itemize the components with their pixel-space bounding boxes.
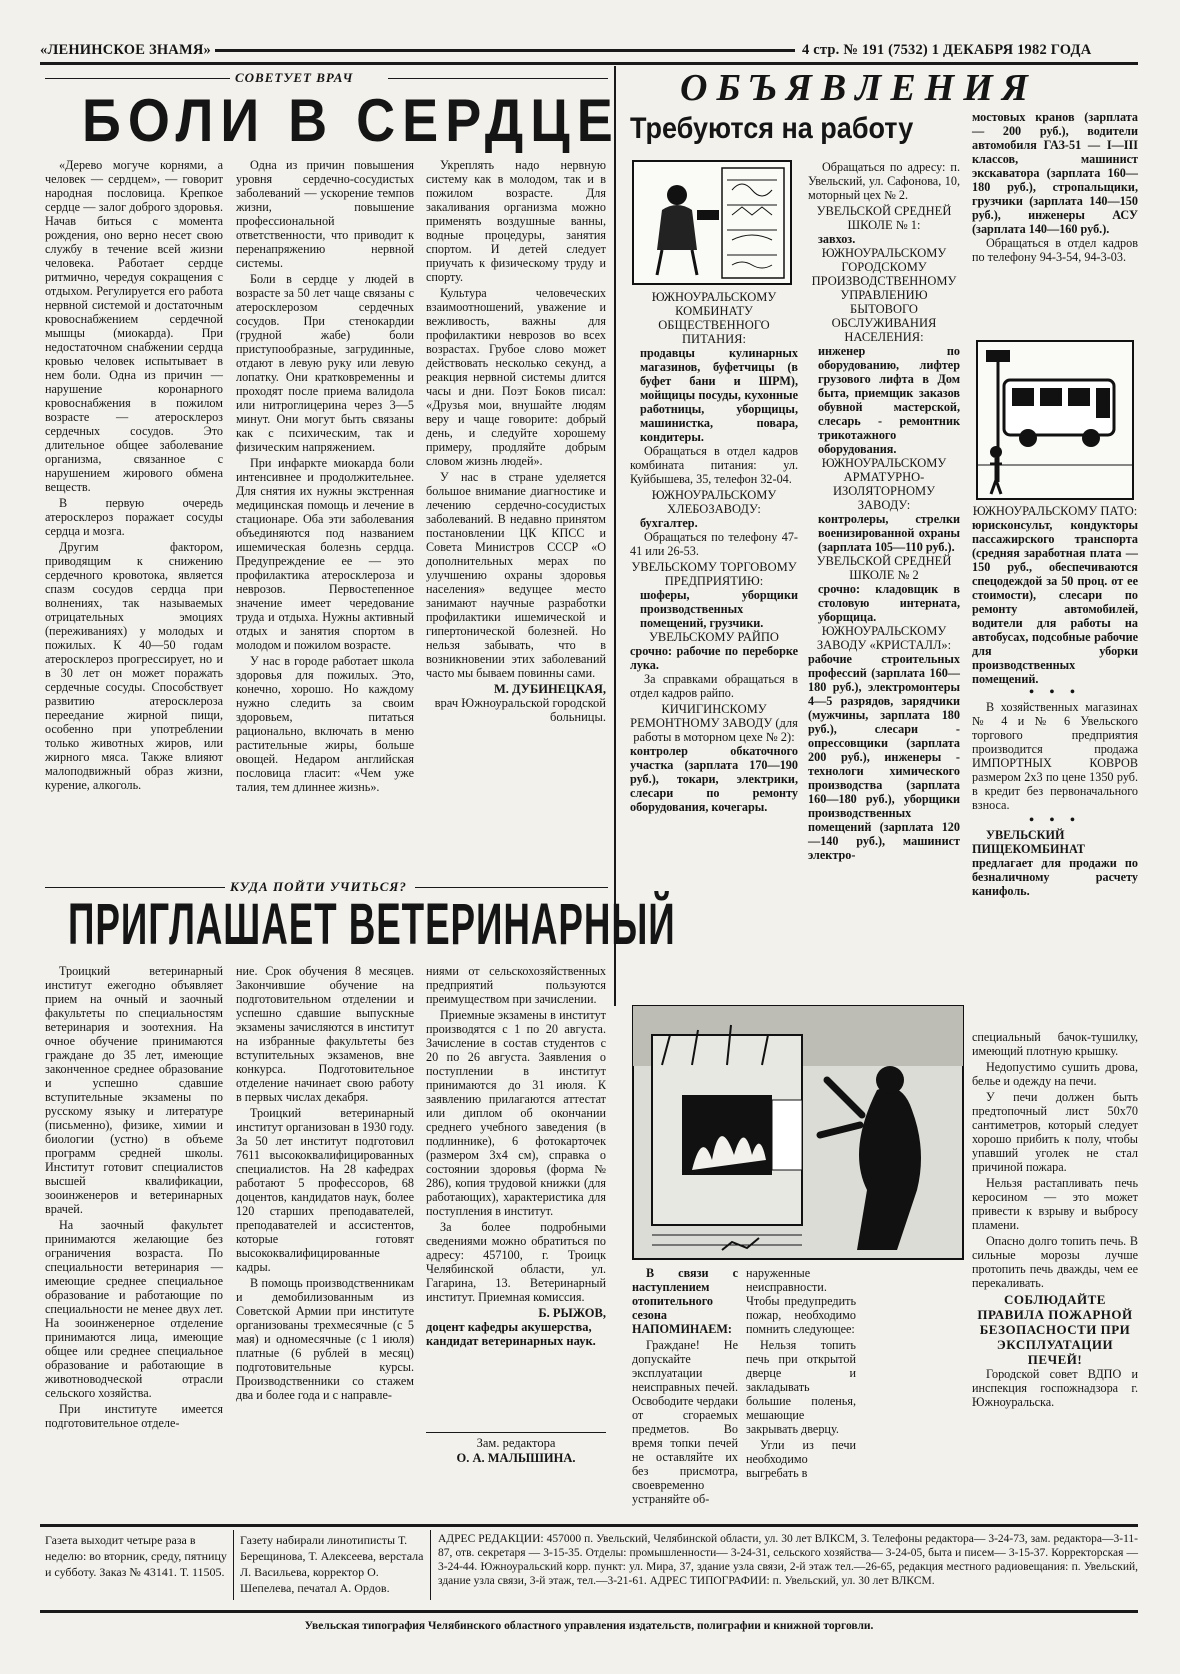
paragraph: наруженные неисправности. Чтобы предупредить пожар, необходимо помнить следующее: — [746, 1266, 856, 1336]
footer-schedule: Газета выходит четыре раза в неделю: во вторник, среду, пятницу и субботу. Заказ № 43141. Т. 11505. — [45, 1533, 227, 1579]
separator-dots: • • • — [1029, 813, 1081, 828]
separator-dots: • • • — [1029, 685, 1081, 700]
ad-body: срочно: кладовщик в столовую интерната, уборщица. — [818, 582, 960, 624]
ads-column-2 — [808, 160, 960, 862]
ad-body: завхоз. — [818, 232, 856, 246]
paragraph: Укреплять надо нервную систему как в молодом, так и в пожилом возрасте. Для закаливания организма можно применять воздушные ванны, водные процедуры, занятия спортом. И детей следует приучать к физическому труду и спорту. — [426, 158, 606, 284]
ad-body: инженер по оборудованию, лифтер грузового лифта в Дом быта, приемщик заказов обувной мастерской, слесарь - ремонтник трикотажного оборудования. — [818, 344, 960, 456]
ad-body: продавцы кулинарных магазинов, буфетчицы (в буфет бани и ШРМ), мойщицы посуды, кухонные работницы, уборщицы, машинистка, повара, кондитеры. — [640, 346, 798, 444]
paragraph: При институте имеется подготовительное отделе- — [45, 1402, 223, 1430]
ad-heading: ЮЖНОУРАЛЬСКОМУ ГОРОДСКОМУ ПРОИЗВОДСТВЕННОМУ УПРАВЛЕНИЮ БЫТОВОГО ОБСЛУЖИВАНИЯ НАСЕЛЕНИЯ: — [811, 246, 957, 344]
fire-column-1 — [632, 1266, 738, 1508]
editor-label: Зам. редактора — [476, 1436, 556, 1450]
masthead-paper: «ЛЕНИНСКОЕ ЗНАМЯ» — [40, 42, 211, 58]
footer-address: АДРЕС РЕДАКЦИИ: 457000 п. Увельский, Челябинской области, ул. 30 лет ВЛКСМ, 3. Телефоны редактора— 3-24-73, зам. редактора—3-11-87, отв. секретаря — 3-15-35. Отделы: промышленности— 3-24-31, сельского хозяйства— 3-24-05, быта и писем— 3-15-37. Корректорская — 3-24-44. Южноуральский корр. пункт: ул. Мира, 37, здание узла связи, 2-й этаж тел.—26-65, редакция местного радиовещания: п. Увельский, здание узла связи, 3-й этаж, тел.—3-21-61. АДРЕС ТИПОГРАФИИ: п. Увельский, ул. 30 лет ВЛКСМ. — [438, 1533, 1138, 1587]
ads-title: ОБЪЯВЛЕНИЯ — [680, 67, 1037, 109]
ad-body: В хозяйственных магазинах № 4 и № 6 Увельского торгового предприятия производится продажа ИМПОРТНЫХ КОВРОВ размером 2x3 по цене 1350 руб. в кредит без первоначального взноса. — [972, 700, 1138, 812]
paragraph: Недопустимо сушить дрова, белье и одежду на печи. — [972, 1060, 1138, 1088]
kicker-rule — [45, 78, 230, 79]
paragraph: Боли в сердце у людей в возрасте за 50 лет чаще связаны с атеросклерозом сердечных сосудов. При стенокардии (грудной жабе) боли приступообразные, загрудинные, отдают в левую руку или левую лопатку. Они кратковременны и проходят после приема валидола или нитроглицерина через 3—5 минут. Они могут быть связаны как с психическим, так и физическим напряжением. — [236, 272, 414, 454]
ad-heading: УВЕЛЬСКОЙ СРЕДНЕЙ ШКОЛЕ № 2 — [816, 554, 952, 582]
masthead-rule — [215, 49, 795, 52]
ad-contact: Обращаться в отдел кадров комбината питания: ул. Куйбышева, 35, телефон 32-04. — [630, 444, 798, 486]
kicker-rule — [45, 887, 225, 888]
paragraph: Культура человеческих взаимоотношений, уважение и вежливость, важны для профилактики неврозов во всех возрастах. Грубое слово может действовать несколько секунд, а реакция нервной системы длится часы и дни. Поэт Боков писал: «Друзья мои, внушайте людям веру и чаще говорите: добрый день, и следуйте хорошему примеру, продляйте добрым словом жизнь людей». — [426, 286, 606, 468]
fire-column-2 — [746, 1266, 856, 1482]
footer-rule — [40, 1610, 1138, 1613]
article1-column-3 — [426, 158, 606, 724]
editor-rule — [426, 1432, 606, 1433]
article2-column-3 — [426, 964, 606, 1348]
ad-heading: УВЕЛЬСКОМУ РАЙПО — [649, 630, 779, 644]
paragraph: У нас в городе работает школа здоровья для пожилых. Это, конечно, хорошо. Но каждому нужно следить за своим здоровьем, питаться рационально, включать в меню растительные жиры, больше овощей. Недаром английская пословица гласит: «Чем уже талия, тем длиннее жизнь». — [236, 654, 414, 794]
ads-column-3 — [972, 110, 1138, 266]
signature: Б. РЫЖОВ, — [538, 1306, 606, 1320]
ad-body: рабочие строительных профессий (зарплата 160—180 руб.), электромонтеры 4—5 разрядов, зарядчики (мужчины, зарплата 180 руб.), слесари - опрессовщики (зарплата 200 руб.), инженеры - технологи химического производства (зарплата 160—180 руб.), уборщики производственных помещений (зарплата 120—140 руб.), машинист электро- — [808, 652, 960, 862]
paragraph: Граждане! Не допускайте эксплуатации неисправных печей. Освободите чердаки от сгораемых предметов. Во время топки печей не оставляйте их без присмотра, своевременно устраняйте об- — [632, 1338, 738, 1506]
ad-heading: УВЕЛЬСКОМУ ТОРГОВОМУ ПРЕДПРИЯТИЮ: — [631, 560, 797, 588]
ad-body: контролеры, стрелки военизированной охраны (зарплата 105—110 руб.). — [818, 512, 960, 554]
ads-column-3b — [972, 504, 1138, 900]
ad-heading: ЮЖНОУРАЛЬСКОМУ ПАТО: — [972, 504, 1138, 518]
ad-heading: ЮЖНОУРАЛЬСКОМУ ХЛЕБОЗАВОДУ: — [651, 488, 777, 516]
ad-body: юрисконсульт, кондукторы пассажирского транспорта (средняя заработная плата — 150 руб., обеспечиваются спецодеждой за 50 проц. от ее стоимости), слесари по ремонту автомобилей, водители для работы на автобусах, подсобные рабочие для уборки производственных помещений. — [972, 518, 1138, 686]
footer-staff: Газету набирали линотиписты Т. Берещинова, Т. Алексеева, верстала Л. Васильева, корректор О. Шепелева, печатал А. Ордов. — [240, 1533, 424, 1595]
ad-heading: УВЕЛЬСКОЙ СРЕДНЕЙ ШКОЛЕ № 1: — [816, 204, 952, 232]
signature-role: врач Южноуральской городской больницы. — [434, 696, 606, 724]
article1-title: БОЛИ В СЕРДЦЕ — [82, 87, 620, 155]
cafe-illustration — [632, 160, 792, 285]
footer-divider — [430, 1530, 431, 1600]
paragraph: Троицкий ветеринарный институт ежегодно объявляет прием на очный и заочный факультеты по специальностям ветеринария и зоотехния. На очное обучение принимаются граждане до 35 лет, имеющие законченное среднее образование и успешно сдавшие вступительные экзамены по русскому языку и литературе (письменно), физике, химии и биологии (устно) в объеме программ средней школы. Институт готовит специалистов высшей квалификации, зооинженеров и ветеринарных врачей. — [45, 964, 223, 1216]
editor-name: О. А. МАЛЫШИНА. — [456, 1451, 576, 1465]
ad-contact: Обращаться по адресу: п. Увельский, ул. Сафонова, 10, моторный цех № 2. — [808, 160, 960, 202]
paragraph: Приемные экзамены в институт производятся с 1 по 20 августа. Зачисление в состав студентов с 20 по 26 августа. Заявления о поступлении в институт принимаются до 31 июля. К заявлению прилагаются аттестат или диплом об окончании среднего учебного заведения (в подлиннике), 6 фотокарточек (размером 3x4 см), справка о состоянии здоровья (форма № 286), копия трудовой книжки (для работающих), характеристика для поступления в институт. — [426, 1008, 606, 1218]
article2-kicker: КУДА ПОЙТИ УЧИТЬСЯ? — [230, 879, 407, 894]
ad-contact: За справками обращаться в отдел кадров райпо. — [630, 672, 798, 700]
ad-contact: Обращаться в отдел кадров по телефону 94-3-54, 94-3-03. — [972, 236, 1138, 264]
ad-contact: Обращаться по телефону 47-41 или 26-53. — [630, 530, 798, 558]
article2-column-1 — [45, 964, 223, 1432]
paragraph: Другим фактором, приводящим к снижению сердечного кровотока, является спазм сосудов сердца при волнениях, так называемых отрицательных эмоциях (переживаниях) у молодых и пожилых. К 40—50 годам атеросклероз прогрессирует, но и в 30 лет он может поражать сердечные сосуды. Способствует развитию атеросклероза переедание жирной пищи, особенно при употреблении только животных жиров, или жирного мяса. Также влияют малоподвижный образ жизни, курение, алкоголь. — [45, 540, 223, 792]
top-rule — [40, 62, 1138, 65]
ad-heading: ЮЖНОУРАЛЬСКОМУ ЗАВОДУ «КРИСТАЛЛ»: — [816, 624, 952, 652]
paragraph: ниями от сельскохозяйственных предприятий пользуются преимуществом при зачислении. — [426, 964, 606, 1006]
ad-body: срочно: рабочие по переборке лука. — [630, 644, 798, 672]
ad-body: мостовых кранов (зарплата — 200 руб.), водители автомобиля ГАЗ-51 — I—III классов, машинист экскаватора (зарплата 160—180 руб.), стропальщики, грузчики (зарплата 140—150 руб.), инженеры АСУ (зарплата 140—160 руб.). — [972, 110, 1138, 236]
paragraph: специальный бачок-тушилку, имеющий плотную крышку. — [972, 1030, 1138, 1058]
article1-column-1 — [45, 158, 223, 794]
paragraph: В помощь производственникам и демобилизованным из Советской Армии при институте организованы трехмесячные (с 5 мая) и одномесячные (с 1 июля) платные (6 рублей в месяц) подготовительные курсы. Производственники со стажем два и более года и с направле- — [236, 1276, 414, 1402]
printer-line: Увельская типография Челябинского областного управления издательств, полиграфии и книжной торговли. — [304, 1620, 874, 1632]
masthead-issue: 4 стр. № 191 (7532) 1 ДЕКАБРЯ 1982 ГОДА — [802, 42, 1092, 58]
ad-body: УВЕЛЬСКИЙ ПИЩЕКОМБИНАТ предлагает для продажи по безналичному расчету канифоль. — [972, 828, 1138, 898]
article1-column-2 — [236, 158, 414, 796]
paragraph: При инфаркте миокарда боли интенсивнее и продолжительнее. Для снятия их нужны экстренная медицинская помощь и лечение в стационаре. Оба эти заболевания объединяются под названием ишемическая болезнь сердца. Предупреждение ее — это профилактика атеросклероза и неврозов. Первостепенное значение имеет чередование труда и отдыха. Нужны активный отдых и занятия спортом в молодом и пожилом возрасте. — [236, 456, 414, 652]
ads-subtitle: Требуются на работу — [630, 112, 914, 145]
bus-illustration — [976, 340, 1134, 500]
paragraph: Нельзя топить печь при открытой дверце и закладывать большие поленья, мешающие закрывать дверцу. — [746, 1338, 856, 1436]
kicker-rule — [388, 78, 608, 79]
column-divider — [614, 66, 616, 1006]
paragraph: Опасно долго топить печь. В сильные морозы лучше протопить печь дважды, чем ее перекаливать. — [972, 1234, 1138, 1290]
footer-divider — [233, 1530, 234, 1600]
kicker-rule — [415, 887, 608, 888]
signature-role: доцент кафедры акушерства, кандидат ветеринарных наук. — [426, 1320, 596, 1348]
paragraph: Городской совет ВДПО и инспекция госпожнадзора г. Южноуральска. — [972, 1367, 1138, 1409]
paragraph: В связи с наступлением отопительного сезона НАПОМИНАЕМ: — [632, 1266, 738, 1336]
paragraph: У нас в стране уделяется большое внимание диагностике и лечению сердечно-сосудистых заболеваний. В недавно принятом постановлении ЦК КПСС и Совета Министров СССР «О дополнительных мерах по улучшению охраны здоровья населения» ведущее место занимают научные разработки профилактики ишемической и гипертонической болезней. Но нельзя забывать, что в возникновении этих заболеваний часто мы бываем повинны сами. — [426, 470, 606, 680]
ads-column-1 — [630, 290, 798, 814]
signature: М. ДУБИНЕЦКАЯ, — [494, 682, 606, 696]
paragraph: Троицкий ветеринарный институт организован в 1930 году. За 50 лет институт подготовил 7611 высококвалифицированных специалистов. На 28 кафедрах работают 5 профессоров, 68 доцентов, кандидатов наук, более 120 старших преподавателей, преподавателей и ассистентов, которые готовят высококвалифицированные кадры. — [236, 1106, 414, 1274]
paragraph: ние. Срок обучения 8 месяцев. Закончившие обучение на подготовительном отделении и успешно сдавшие выпускные экзамены зачисляются в институт на избранные факультеты без вступительных экзаменов, вне конкурса. Подготовительное отделение начинает свою работу в первых числах декабря. — [236, 964, 414, 1104]
paragraph: Угли из печи необходимо выгребать в — [746, 1438, 856, 1480]
paragraph: Нельзя растапливать печь керосином — это может привести к взрыву и выбросу пламени. — [972, 1176, 1138, 1232]
article2-title: ПРИГЛАШАЕТ ВЕТЕРИНАРНЫЙ — [68, 893, 676, 957]
ad-heading: ЮЖНОУРАЛЬСКОМУ АРМАТУРНО-ИЗОЛЯТОРНОМУ ЗАВОДУ: — [821, 456, 947, 512]
paragraph: На заочный факультет принимаются желающие без ограничения возраста. По специальности ветеринария — имеющие среднее специальное образование и работающие по специальности не менее двух лет. На зооинженерное отделение принимаются лица, имеющие общее или среднее специальное образование и работающие в животноводческой отрасли сельского хозяйства. — [45, 1218, 223, 1400]
ad-heading: ЮЖНОУРАЛЬСКОМУ КОМБИНАТУ ОБЩЕСТВЕННОГО ПИТАНИЯ: — [651, 290, 777, 346]
paragraph: За более подробными сведениями можно обратиться по адресу: 457100, г. Троицк Челябинской области, ул. Гагарина, 13. Ветеринарный институт. Приемная комиссия. — [426, 1220, 606, 1304]
ad-body: шоферы, уборщики производственных помещений, грузчики. — [640, 588, 798, 630]
paragraph: У печи должен быть предтопочный лист 50x70 сантиметров, который следует хорошо прибить к полу, чтобы упавший уголек не стал причиной пожара. — [972, 1090, 1138, 1174]
editor-block — [426, 1436, 606, 1466]
paragraph: Одна из причин повышения уровня сердечно-сосудистых заболеваний — ускорение темпов жизни, повышение профессиональной ответственности, что приводит к перенапряжению нервной системы. — [236, 158, 414, 270]
ad-body: бухгалтер. — [640, 516, 698, 530]
footer-rule — [40, 1524, 1138, 1527]
fire-column-3 — [972, 1030, 1138, 1411]
stove-fire-illustration — [632, 1005, 964, 1260]
article2-column-2 — [236, 964, 414, 1404]
ad-heading: КИЧИГИНСКОМУ РЕМОНТНОМУ ЗАВОДУ (для работы в моторном цехе № 2): — [630, 702, 798, 744]
fire-slogan: СОБЛЮДАЙТЕ ПРАВИЛА ПОЖАРНОЙ БЕЗОПАСНОСТИ ПРИ ЭКСПЛУАТАЦИИ ПЕЧЕЙ! — [977, 1292, 1133, 1367]
paragraph: В первую очередь атеросклероз поражает сосуды сердца и мозга. — [45, 496, 223, 538]
article1-kicker: СОВЕТУЕТ ВРАЧ — [235, 70, 354, 85]
paragraph: «Дерево могуче корнями, а человек — сердцем», — говорит народная пословица. Крепкое сердце — залог доброго здоровья. Начав биться с момента рождения, оно верно несет свою службу в течение всей жизни человека. Работает сердце ритмично, чередуя сокращения с отдыхом. Регулируется его работа нервной системой и достаточным кровоснабжением сердечной мышцы (миокарда). При недостаточном снабжении сердца кровью человек испытывает в нем боли. Одна из причин — нарушение коронарного кровоснабжения в пожилом возрасте — атеросклероз сердечных сосудов. Это длительное общее заболевание организма, связанное с нарушением жирового обмена веществ. — [45, 158, 223, 494]
ad-body: контролер обкаточного участка (зарплата 170—190 руб.), токари, электрики, слесари по ремонту оборудования, кочегары. — [630, 744, 798, 814]
